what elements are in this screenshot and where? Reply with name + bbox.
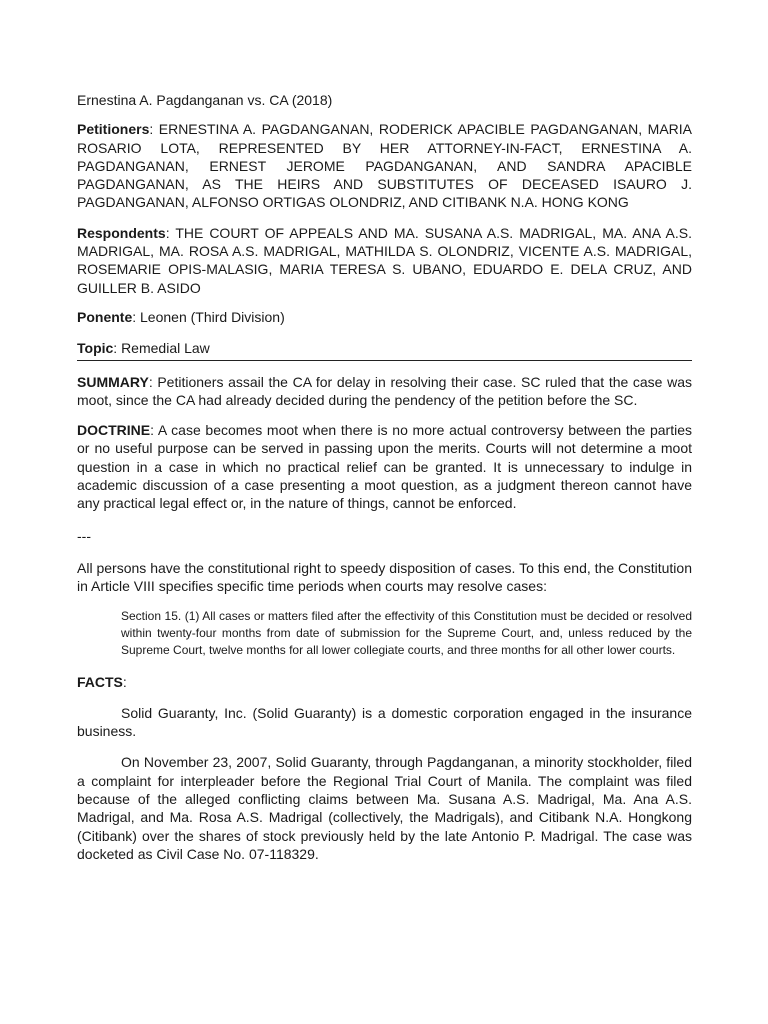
- petitioners-paragraph: [77, 120, 692, 211]
- summary-paragraph: [77, 373, 692, 410]
- facts-heading: [77, 673, 692, 691]
- topic-text: : Remedial Law: [113, 340, 210, 357]
- ponente-label: Ponente: [77, 308, 133, 325]
- summary-label: SUMMARY: [77, 373, 149, 390]
- petitioners-text: : ERNESTINA A. PAGDANGANAN, RODERICK APACIBLE PAGDANGANAN, MARIA ROSARIO LOTA, REPRESENTED BY HER ATTORNEY-IN-FACT, ERNESTINA A. PAGDANGANAN, ERNEST JEROME PAGDANGANAN, AND SANDRA APACIBLE PAGDANGANAN, AS THE HEIRS AND SUBSTITUTES OF DECEASED ISAURO J. PAGDANGANAN, ALFONSO ORTIGAS OLONDRIZ, AND CITIBANK N.A. HONG KONG: [77, 121, 692, 211]
- facts-paragraph: On November 23, 2007, Solid Guaranty, through Pagdanganan, a minority stockholder, filed a complaint for interpleader before the Regional Trial Court of Manila. The complaint was filed because of the alleged conflicting claims between Ma. Susana A.S. Madrigal, Ma. Ana A.S. Madrigal, and Ma. Rosa A.S. Madrigal (collectively, the Madrigals), and Citibank N.A. Hongkong (Citibank) over the shares of stock previously held by the late Antonio P. Madrigal. The case was docketed as Civil Case No. 07-118329.: [77, 754, 692, 862]
- facts-label: FACTS: [77, 673, 123, 690]
- petitioners-label: Petitioners: [77, 121, 150, 138]
- constitution-intro: All persons have the constitutional right to speedy disposition of cases. To this end, the Constitution in Article VIII specifies specific time periods when courts may resolve cases:: [77, 559, 692, 595]
- ponente-text: : Leonen (Third Division): [132, 308, 285, 325]
- doctrine-label: DOCTRINE: [77, 422, 151, 439]
- doctrine-paragraph: [77, 421, 692, 512]
- respondents-paragraph: [77, 224, 692, 297]
- section-separator: ---: [77, 527, 91, 544]
- ponente-line: [77, 308, 692, 326]
- summary-text: : Petitioners assail the CA for delay in resolving their case. SC ruled that the case was moot, since the CA had already decided during the pendency of the petition before the SC.: [77, 373, 692, 408]
- facts-colon: :: [122, 673, 127, 690]
- topic-label: Topic: [77, 340, 114, 357]
- case-title: Ernestina A. Pagdanganan vs. CA (2018): [77, 92, 333, 108]
- respondents-label: Respondents: [77, 224, 166, 241]
- respondents-text: : THE COURT OF APPEALS AND MA. SUSANA A.S. MADRIGAL, MA. ANA A.S. MADRIGAL, MA. ROSA A.S. MADRIGAL, MATHILDA S. OLONDRIZ, VICENTE A.S. MADRIGAL, ROSEMARIE OPIS-MALASIG, MARIA TERESA S. UBANO, EDUARDO E. DELA CRUZ, AND GUILLER B. ASIDO: [77, 224, 692, 296]
- topic-line: [77, 339, 692, 360]
- constitution-quote: Section 15. (1) All cases or matters filed after the effectivity of this Constitution must be decided or resolved within twenty-four months from date of submission for the Supreme Court, and, unless reduced by the Supreme Court, twelve months for all lower collegiate courts, and three months for all other lower courts.: [121, 608, 692, 657]
- doctrine-text: : A case becomes moot when there is no more actual controversy between the parties or no useful purpose can be served in passing upon the merits. Courts will not determine a moot question in a case in which no practical relief can be granted. It is unnecessary to indulge in academic discussion of a case presenting a moot question, as a judgment thereon cannot have any practical legal effect or, in the nature of things, cannot be enforced.: [77, 422, 692, 512]
- facts-paragraph: Solid Guaranty, Inc. (Solid Guaranty) is a domestic corporation engaged in the insurance business.: [77, 704, 692, 740]
